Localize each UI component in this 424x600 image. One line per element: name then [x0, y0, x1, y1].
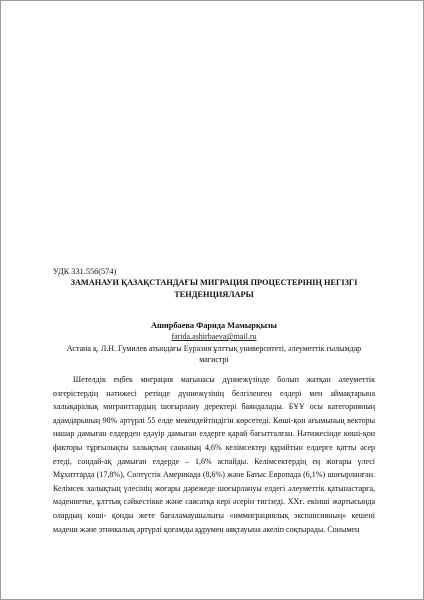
- udc-code: УДК 331.556(574): [53, 267, 117, 276]
- author-name: Аширбаева Фарида Мамырқызы: [151, 321, 277, 330]
- author-email-link[interactable]: farida.ashirbaeva@mail.ru: [171, 332, 257, 341]
- paper-content: [53, 266, 375, 536]
- author-affiliation: Астана қ. Л.Н. Гумилев атындағы Еуразия ұлттық университеті, әлеуметтік ғылымдар магистрі: [66, 344, 362, 364]
- abstract-paragraph: Шетелдік еңбек миграция мағынасы дүниежүзінде болып жатқан әлеуметтік өзгерістердің нәтижесі ретінде дүниежүзінің белгіленген елдері мен аймақтарына халықаралық мигранттардың шоғырлану деректері баяндалады. БҰҰ осы категорияның адамдарының 90% әртүрлі 55 елде мекендейтіндігін көрсетеді. Көші-қон ағымының векторы нашар дамыған елдерден едәуір дамыған елдерге қарай бағытталған. Нәтижесінде көші-қон факторы тұрғылықты халықтың санының 4,6% келімсектер құрайтын елдерге қатты әсер етеді, сондай-ақ дамыған елдерде – 1,6% аспайды. Келімсектердің ең жоғары үлесі Мұхиттарда (17,8%), Солтүстік Америкада (8,6%) және Батыс Европада (6,1%) шоғырланған. Келімсек халықтың үлесінің жоғары дәрежеде шоғырлануы елдегі әлеуметтік қатынастарға, мәдениетке, ұлттық сәйкестікке және саясатқа кері әсерін тигізеді. ХХғ. екінші жартысында олардың көші- қонды жете бағаламаушылығы «иммиграциялық экспансияның» кешені мәдени және этникалық әртүрлі қоғамды құрумен аяқтауына әкеліп соқтырады. Сонымен: [53, 375, 375, 534]
- paper-title: ЗАМАНАУИ ҚАЗАҚСТАНДАҒЫ МИГРАЦИЯ ПРОЦЕСТЕРІНІҢ НЕГІЗГІ ТЕНДЕНЦИЯЛАРЫ: [70, 278, 358, 299]
